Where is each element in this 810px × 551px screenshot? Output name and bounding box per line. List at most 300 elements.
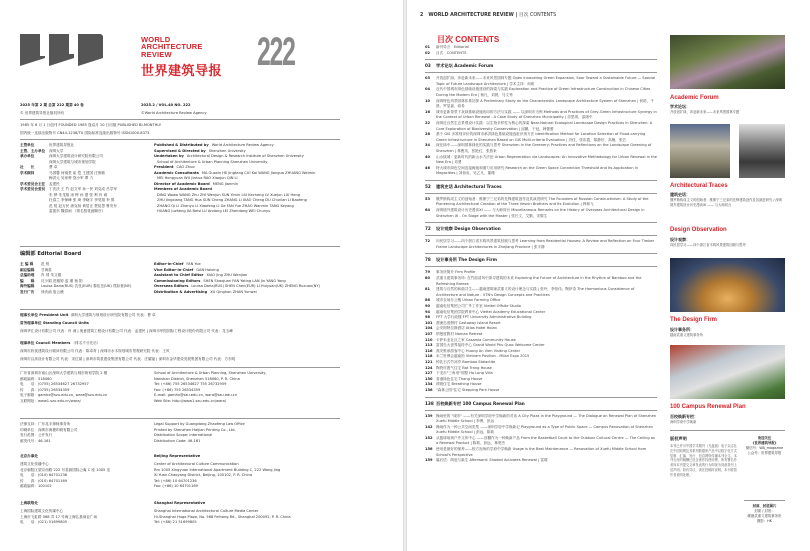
toc-entry-text: 呼吸住宅 Breathing House — [436, 382, 482, 387]
toc-entry-text: 新刊导言 Editorial — [436, 45, 469, 49]
wordmark — [141, 36, 203, 58]
info-value: 深圳大学建筑与城市规划学院 — [49, 159, 96, 164]
toc-page-number: 53 — [425, 196, 431, 201]
info-value: Louisa Daria(RUS) 沈忱(EUR) 黎佳岳(UK) 郑如萱(NY) — [41, 284, 132, 288]
toc-item[interactable] — [425, 76, 657, 87]
toc-page-number: 101 — [425, 320, 433, 325]
sidebar-sub: 学术论坛： — [670, 104, 690, 109]
info-label: 主管单位 — [20, 143, 35, 147]
toc-entry-text: 深圳境外建筑设计历史漫谈XI —— 与大师同台 Miscellaneous Remarks on the History of Overseas Architectural Design in Shenzhen XI - On Stage with the Master | 张长文，艾勤，宋黎生 — [436, 208, 645, 218]
toc-entry-text: 城市农场办公楼 Urban Farming Office — [436, 298, 501, 303]
info-value: 孟建民 — [49, 181, 60, 186]
toc-entry-text: "森林公园"住宅 Stepping Park House — [436, 387, 500, 392]
toc-section-header[interactable] — [425, 180, 657, 194]
contact-cn-list — [20, 371, 107, 404]
toc-section-title: 设计事务所 The Design Firm — [436, 257, 497, 263]
toc-section-page: 78 — [425, 257, 431, 263]
info-line: Tel: (+86) 21 51699805 — [154, 520, 197, 524]
toc-page-number: 94 — [425, 309, 431, 314]
toc-page-number: 01 — [425, 45, 431, 49]
info-label: Commissioning Editors — [154, 278, 201, 283]
toc-page-number: 04 — [425, 87, 431, 92]
info-label: Supervised & Directed by — [154, 148, 206, 153]
divider — [20, 418, 340, 419]
info-label: Members of Academic Board — [154, 187, 212, 191]
toc-entry-text: 使用是最好的保养——校方视角的学府中学焕新 Usage is the Best Maintenance — Renovation of Xuefu Middle School from School's Perspective — [436, 447, 647, 457]
toc-item[interactable] — [425, 276, 657, 287]
info-label: 编 辑 — [20, 278, 35, 283]
info-label: 海外编辑 — [20, 284, 35, 288]
info-line: 印刷单位：深圳市海捷印刷有限公司 — [20, 427, 78, 432]
toc-page-number: 139 — [425, 413, 433, 418]
toc-item[interactable] — [425, 458, 657, 464]
toc-page-number: 121 — [425, 359, 433, 364]
left-page-masthead — [0, 0, 403, 551]
legal-cn-list — [20, 422, 78, 444]
info-value: 杜春兰 李保峰 张 琦 李晓宇 李昊翔 李 鸽 — [49, 198, 115, 202]
info-value: 世界建筑导报社 — [49, 143, 75, 147]
divider — [20, 119, 340, 120]
toc-entry-text: 城市更新背景下灰绿基础设施协同的方法与实践 —— 以深圳市为例 Methods and Practices of Grey-Green Infrastructure Synergy in the Context of Urban Renewal - A Case Study of Shenzhen Municipality | 苗思琪，邵绪中 — [436, 109, 657, 120]
sidebar-sub: 设计事务所： — [670, 327, 694, 332]
architectural-traces-image-1 — [670, 124, 730, 178]
magazine-name: WORLD ARCHITECTURE REVIEW — [428, 13, 514, 18]
toc-page-number: 130 — [425, 376, 433, 381]
toc-entry-text: 事务所简介 Firm Profile — [436, 270, 476, 275]
info-value: MENG Jianmin — [212, 181, 239, 186]
cover-credit-box — [744, 504, 785, 524]
toc-page-number: 46 — [425, 165, 431, 170]
info-row — [154, 290, 320, 296]
info-line: 广东省深圳市南山区深圳大学建筑与城市规划学院 2 楼 — [20, 371, 108, 375]
toc-page-number: 03 — [425, 76, 431, 81]
toc-page-number: 28 — [425, 132, 431, 137]
issn-info: 国内统一连续出版物号 CN44-1236/TU 国际标准连续出版物号 ISSN1000-8373 — [20, 131, 150, 135]
info-value: 深圳大学建筑设计研究院有限公司 — [49, 154, 103, 158]
divider — [744, 500, 785, 501]
toc-entry-text: 俄罗斯构成主义的创始者：维斯宁三兄弟的先锋建筑创作及其演进研究 The Founders of Russian Constructivism: A Study of the Pioneering Architectural Creation of the Three Vesnin Brothers and Its Evolution | 韩林飞 — [436, 196, 649, 207]
info-label: 社 长 — [20, 165, 35, 169]
toc-page-number: 110 — [425, 337, 433, 342]
cn-copyright: © 世界建筑导报社版权所有 — [20, 111, 65, 115]
toc-item[interactable] — [425, 166, 657, 177]
info-label: 总编助理 — [20, 273, 35, 277]
standing-council-value: 深圳华汇设计有限公司 代表：肖 诚 | 奥意建筑工程设计有限公司 代表：孟建民 | 深圳市华阳国际工程设计股份有限公司 代表：龙玉峰 — [20, 329, 233, 333]
sidebar-sub: 设计观察： — [670, 237, 690, 242]
sidebar-desc: 越南武重义建筑事务所 — [670, 333, 703, 337]
info-label: 学术委员会主任 — [20, 181, 46, 186]
editorial-en-list — [154, 262, 320, 295]
toc-entry-text: 漂流岛度假村 Castaway Island Resort — [436, 320, 501, 325]
council-members-title: 理事单位 Council Members — [20, 341, 71, 345]
toc-entry-text: 基于 GIS 多准则评价的深圳市承洪绿色基础设施选址识别方法 Identification Method for Location Selection of Flood-carrying Green Infrastructure in Shenzhen Based on GIS Multi-criteria Evaluation | 冯佳，张彩霞，陈静好，高楠，张芸 — [436, 132, 646, 142]
info-value: 沈少娟 范雅婷 蓝 瑾 杨 阳 — [41, 278, 83, 283]
info-label: Undertaken by — [154, 154, 184, 158]
toc-item[interactable] — [425, 110, 657, 121]
sidebar-title: Architectural Traces — [670, 183, 728, 189]
toc-page-number: 136 — [425, 387, 433, 392]
toc-section-page: 138 — [425, 400, 434, 406]
follow-box — [744, 436, 785, 456]
toc-entry-text: 纳曼度假村 Naman Retreat — [436, 331, 483, 336]
info-value: 范 悦 — [41, 262, 50, 266]
en-copyright: ©World Architecture Review Agency — [141, 111, 207, 115]
toc-entry-text: 深圳特色风景园林体系初探 A Preliminary Study on the Characteristic Landscape Architecture System of Shenzhen | 何昉，千晨，罗显嘉，骆希 — [436, 98, 654, 109]
cover-line: 摄影：HK — [757, 519, 772, 523]
info-line: 互联网址：www1.szu.edu.cn/wara/ — [20, 398, 81, 403]
toc-entry-text: 卡萨米亚社区之家 Casamia Community House — [436, 337, 516, 342]
info-value: 朱 桦 朱龙翔 汤 桦 孙 澄 张 利 肖 诚 — [49, 192, 108, 197]
info-line: 上海国际建筑文化传媒中心 — [20, 509, 64, 513]
toc-page-number: 80 — [425, 276, 431, 281]
beijing-en-list — [154, 462, 280, 490]
notice-title: 版权声明 — [670, 436, 687, 441]
toc-item[interactable] — [425, 197, 657, 208]
divider — [20, 367, 340, 368]
publisher-en-list — [154, 143, 315, 215]
toc-page-number: 02 — [425, 50, 431, 55]
toc-entry-text: 钟乳石式竹凉亭 Bamboo Stalactite — [436, 359, 496, 364]
info-value: CAO Zhuo — [176, 165, 195, 169]
toc-page-number: 142 — [425, 424, 433, 429]
shanghai-en-list — [154, 509, 291, 526]
wechat-id: 微信号：WA_magazine — [745, 446, 784, 450]
toc-item[interactable] — [425, 447, 657, 458]
cn-issue: 2025 年第 2 期 总第 222 期第 40 卷 — [20, 103, 84, 107]
info-line: E-mail: gamhx@szu.edu.cn, wara@szu.edu.cn — [154, 393, 237, 397]
toc-entry-text: 目次 CONTENTS — [436, 50, 467, 55]
info-value: ZHU Jingxiang TANG Hua SUN Cheng ZHANG Li XIAO Cheng DU Chunlan LI Baofeng — [157, 198, 307, 202]
toc-entry-text: 深在绿中——深圳园林绿化的实践与思考 Shenzhen in the Greenery: Practices and Reflections on the Landscape Greening of Shenzhen | 林俊英，张艳红，张燕来 — [436, 143, 652, 153]
toc-page-number: 34 — [425, 143, 431, 148]
info-line: Tel: (+86) 10 64701236 — [154, 478, 197, 483]
design-firm-image — [670, 345, 785, 399]
toc-item[interactable] — [425, 87, 657, 98]
toc-entry-text: 操场作为一种公共空间类型 ——深圳学府中学焕新记 Playground as a Type of Public Space — Campus Renovation of Shenzhen Xuefu Middle School | 彭远，陈莉 — [436, 424, 653, 435]
info-line: 北京朝阳区望京西路 222 号星源国际公寓 C 座 1005 室 — [20, 467, 111, 472]
toc-page-number: 127 — [425, 371, 433, 376]
toc-entry-text: 陶瓷村透气住宅 Bat Trang House — [436, 365, 492, 370]
info-label: Director of Academic Board — [154, 181, 210, 186]
toc-section-header[interactable] — [425, 253, 657, 267]
info-label: Assistant to Chief Editor — [154, 273, 204, 277]
toc-entry-text: 会安阿特拉斯酒店 Atlas Hotel Hoian — [436, 326, 497, 331]
info-value: SHEN Shaojuan FAN Yating LAN Jin YANG Yang — [203, 278, 286, 283]
toc-page-number: 22 — [425, 120, 431, 125]
toc-entry-text: 越南电信集团学院教育中心 Viettel Academy Educational Center — [436, 309, 546, 314]
info-value: MA Guoxin HE Jingtang CUI Kai WANG Jianguo ZHUANG Weimin — [201, 170, 316, 175]
toc-page-number: 124 — [425, 365, 433, 370]
issue-number: 222 — [257, 30, 295, 74]
toc-page-number: 72 — [425, 239, 431, 244]
toc-item[interactable] — [425, 436, 657, 447]
en-issue: 2025.2 / VOL.40 NO. 222 — [141, 103, 191, 107]
info-value: 甘海星 — [41, 267, 52, 272]
info-line: 电 话：(0755) 26534627 26732957 — [20, 382, 89, 386]
info-value: XU Qinghan ZHAN Yunwei — [210, 289, 257, 294]
toc-title: 目次 CONTENTS — [437, 35, 500, 44]
editorial-board-title: 编辑部 Editorial Board — [20, 251, 82, 257]
toc-entry-text: 篇后语：荫庇与新生 Afterword: Shaded Activates Renewal | 富增 — [436, 458, 548, 463]
council-members-note: （排名不分先后） — [71, 341, 101, 345]
contact-en-list — [154, 371, 267, 404]
toc-entry-text: 操场里的 "城市" ——有关深圳学府中学焕新的对话 A City Plaza in the Playground — The Dialogue on Renewal Plan of Shenzhen Xuefu Middle School | 李博，彭远 — [436, 413, 657, 424]
academic-forum-image — [670, 35, 785, 89]
info-value: DING Wowo WANG Zhu ZHI Wenjun SUN Yimin LIU Kecheng LV Xuejun LIU Heng — [157, 192, 301, 197]
divider — [20, 246, 340, 247]
info-label: 学术顾问 — [20, 170, 35, 175]
toc-item[interactable] — [425, 287, 657, 298]
toc-item[interactable] — [425, 99, 657, 110]
toc-entry-text: 武重义建筑事务所: 在竹韵清风中探寻建筑的未来 Exploring the Future of Architecture in the Rhythm of Bamboo and the Refreshing Breeze — [436, 276, 642, 286]
page-number: 2 — [420, 13, 424, 18]
sidebar-desc: 深圳学府中学焕新 — [670, 420, 697, 424]
info-value: ZHANG Qi LI Zhenyu LI Xiaofeng LI Ge FAN Yue ZHAO Wanmin TANG Keyang — [157, 203, 294, 208]
toc-section-title: 学术论坛 Academic Forum — [436, 63, 494, 69]
toc-section-page: 52 — [425, 183, 431, 189]
info-value: World Architecture Review Agency — [211, 143, 274, 147]
sidebar-title: Design Observation — [670, 227, 727, 233]
wordmark-line: REVIEW — [141, 49, 172, 59]
info-line: School of Architecture & Urban Planning, Shenzhen University, — [154, 371, 267, 375]
info-label: Academic Consultants — [154, 170, 199, 175]
shanghai-cn-title: 上海联络处 — [20, 501, 38, 505]
info-value: FAN Yue — [186, 262, 201, 266]
info-label: President — [154, 165, 174, 169]
shanghai-en-title: Shanghai Representative — [154, 501, 206, 505]
toc-page-number: 40 — [425, 154, 431, 159]
info-value: 丁沃沃 王 竹 赵文军 孙一民 刘克成 吕学军 — [49, 187, 117, 191]
follow-title: 欢迎关注 — [757, 436, 772, 440]
toc-item[interactable] — [425, 425, 657, 436]
president-unit-value: 深圳大学建筑与规划设计研究院有限公司 代表：曹 卓 — [70, 313, 156, 317]
info-line: 邮发代号：46-161 — [20, 438, 51, 443]
info-line: Shanghai International Architectural Culture Media Center — [154, 509, 259, 513]
toc-entry-text: 下龙市"三角形"别墅 Ha Long Villa — [436, 371, 493, 376]
toc-item[interactable] — [425, 132, 657, 143]
info-row — [154, 209, 315, 215]
founded-info: 1985 年 6 月 1 日创刊 FOUNDED 1985 逢双月 10 日出版 PUBLISHED BI-MONTHLY — [20, 123, 162, 127]
toc-entry-text: FPT 大学行政楼 FPT University Administrative Building — [436, 315, 532, 320]
toc-page-number: 98 — [425, 315, 431, 320]
beijing-cn-list — [20, 462, 110, 490]
info-line: 建筑文化传播中心 — [20, 462, 49, 466]
wordmark-cn: 世界建筑导报 — [141, 64, 223, 79]
info-label: Published & Distributed by — [154, 143, 209, 147]
info-line: 电 话：(010) 64701236 — [20, 473, 68, 477]
info-line: 发行范围：公开发行 — [20, 433, 53, 437]
toc-entry-text: 燕安维承游客中心 Huong An Vien Visiting Center — [436, 348, 521, 353]
info-value: 梅洪元 吴家骅 饶小军 覃 力 — [49, 176, 94, 180]
cover-line: 岘港武重义建筑事务所 — [747, 514, 782, 518]
toc-entry-text: 建筑与自然的和谐共生——越南建筑师武重义的设计理念与实践 | 张玲，李恒伟，陶伊奇 The Harmonious Consistence of Architecture and Nature - VTN's Design Concepts and Practices — [436, 287, 635, 297]
toc-page-number: 10 — [425, 98, 431, 103]
header-section: 目次 CONTENTS — [518, 13, 557, 18]
info-value: GAN Haixing — [196, 267, 219, 272]
toc-page-number: 152 — [425, 435, 433, 440]
editorial-cn-list — [20, 262, 131, 295]
standing-council-title: 常务理事单位 Standing Council Units — [20, 321, 89, 325]
notice-body: 本刊已许可中国学术期刊（光盘版）电子杂志社在中国知网及其系列数据库产品中以数字化方式复制、汇编、发行、信息网络传播本刊全文。本刊支付的稿酬已包含著作权使用费，所有署名作者向本刊提交文章发表的行为即视为同意我刊上述声明。如有异议，请在投稿时说明，本刊将按作者说明处理。 — [670, 444, 737, 477]
info-value: 深圳大学 — [49, 148, 64, 153]
right-page-contents — [407, 0, 810, 551]
toc-item[interactable] — [425, 51, 657, 57]
info-line: Rm 1005 Xingyuan International Apartment Building C, 222 Wang Jing — [154, 467, 281, 472]
info-line: Legal Support by Guangdong Zhaofeng Law Office — [154, 422, 245, 426]
follow-name: 《世界建筑导报》 — [750, 441, 779, 445]
divider — [20, 139, 340, 140]
toc-section-header[interactable] — [425, 397, 657, 411]
info-value: XIAO Jing ZHU Wenjian — [206, 273, 248, 277]
toc-entry-text: 山水续城：更新时代的新山水方法论 Urban Regeneration via Landscapes: An Innovative Methodology for Urban Renewal in the New Era | 邓勇 — [436, 154, 657, 165]
sidebar-desc: 俄罗斯构成主义的创始者：维斯宁三兄弟的先锋建筑创作及其演进研究 / 深圳境外建筑设计历史漫谈XI —— 与大师同台 — [670, 198, 783, 207]
running-header: 2 WORLD ARCHITECTURE REVIEW | 目次 CONTENTS — [420, 13, 557, 18]
info-label: Vice Editor-in-Chief — [154, 267, 194, 272]
toc-item[interactable] — [425, 208, 657, 219]
toc-entry-text: 深圳近自然生态景观设计实践：以生物多样性为核心的探索 Near-Natural Ecological Landscape Design Practices in Shenzhen: A Core Exploration of Biodiversity Conservation | 邱鹏，于冠，韩蕾蕾 — [436, 120, 653, 131]
info-label: 发行广告 — [20, 289, 35, 294]
council-members-line: 深圳市欣视建筑设计顾问有限公司 代表：陈卓青 | 深圳市水木规划城市景观研究院 代表：王风 — [20, 349, 170, 353]
info-value: 雷振东 魏春雨 （排名按笔画顺序） — [49, 209, 106, 213]
info-value: Architectural Design & Research Institute of Shenzhen University — [186, 154, 304, 158]
toc-item[interactable] — [425, 239, 657, 250]
beijing-cn-title: 北京办事处 — [20, 454, 38, 458]
logo-icon — [20, 34, 103, 66]
toc-page-number: 64 — [425, 208, 431, 213]
toc-page-number: 134 — [425, 382, 433, 387]
toc-entry-text: 越南电信集团公司广外工作室 Viettel Offsite Studio — [436, 304, 522, 308]
sidebar-title: 100 Campus Renewal Plan — [670, 404, 746, 410]
council-members-line: 深圳市汉高设计有限公司 代表：宋红斌 | 深圳市筑星建设集团有限公司 代表：庄耀福 | 深圳市金华建设发展集团有限公司 代表：方东明 — [20, 357, 236, 361]
toc-page-number: 107 — [425, 331, 433, 336]
info-line: Tel: (+86) 755 26534627 755 26732959 — [154, 382, 227, 386]
info-value: MEI Hongyuan WU Jiahua RAO Xiaojun QIN Li — [157, 176, 238, 180]
info-label: 主 编 辑 — [20, 262, 34, 266]
info-line: Xi Yuan Chaoyang District, Beijing, 100102, P. R. China — [154, 473, 253, 477]
info-row — [20, 290, 131, 296]
info-line: Fax: (+86) 755 26534359 — [154, 387, 201, 392]
info-line: 电子邮箱：gamhx@szu.edu.cn, wara@szu.edu.cn — [20, 393, 108, 397]
info-line: 上海市飞虹路 568 弄 17 号海上海弘基商业广场 — [20, 514, 98, 519]
info-value: Louisa Daria(RUS) SHEN Chen(EUR) LI Huiyuan(UK) ZHENG Ruxuan(NY) — [191, 284, 320, 288]
info-value: 徐庆函 詹云薇 — [41, 289, 64, 294]
sidebar-desc: 向民居学习——四个浙江省木构风景建筑回顾与思考 — [670, 243, 746, 247]
info-row — [20, 209, 117, 215]
beijing-en-title: Beijing Representative — [154, 454, 201, 458]
toc-page-number: 118 — [425, 354, 433, 359]
cover-title: 封面、封底图片 — [752, 504, 777, 508]
info-value: 肖 靖 朱文健 — [41, 273, 62, 277]
sidebar-sub: 百校焕新专栏： — [670, 414, 698, 419]
info-value: 曹 卓 — [49, 165, 58, 169]
info-label: Distribution & Advertising — [154, 289, 208, 294]
toc-section-page: 72 — [425, 226, 431, 232]
info-line: Nanshan District, Shenzhen 518060, P. R. China — [154, 376, 240, 381]
info-line: 法律支持：广东兆丰律师事务所 — [20, 422, 71, 426]
info-value: 范 悦 赵万民 唐克扬 黄居正 贾倍思 鲁安东 — [49, 203, 117, 208]
info-line: 传 真：(0755) 26534359 — [20, 387, 70, 392]
legal-en-list — [154, 422, 245, 444]
toc-section-header[interactable] — [425, 59, 657, 73]
info-label: Editor-in-Chief — [154, 262, 184, 266]
info-label: 主管、主办单位 — [20, 148, 46, 153]
toc-page-number: 79 — [425, 270, 431, 275]
info-value: 马国馨 何镜堂 崔 恺 王建国 庄惟敏 — [49, 170, 106, 175]
toc-entry-text: 省港绿色住宅 Thang House — [436, 376, 483, 381]
info-label: 学术委员会委员 — [20, 187, 46, 191]
toc-item[interactable] — [425, 121, 657, 132]
sidebar-title: Academic Forum — [670, 95, 719, 101]
toc-entry-text: 富国岛大世界接待中心 Grand World Phu Quoc Welcome Center — [436, 343, 545, 348]
wordmark-line: ARCHITECTURE — [141, 42, 203, 52]
toc-page-number: 116 — [425, 348, 433, 353]
divider — [670, 430, 785, 431]
info-line: 邮政编码：518060 — [20, 376, 52, 381]
toc-entry-text: 米兰世博会越南馆 Vietnam Pavilion - Milan Expo 2015 — [436, 354, 530, 359]
toc-page-number: 156 — [425, 447, 433, 452]
publisher-cn-list — [20, 143, 117, 215]
shanghai-cn-list — [20, 509, 97, 526]
cover-line: 封面 / 封底： — [754, 509, 775, 513]
public-account: 公众号：世界建筑导报 — [747, 451, 782, 455]
toc-page-number: 113 — [425, 343, 433, 348]
toc-entry-text: 从篮球场到户外文体中心 ——顶棚作为一种焕新产品 From the Basketball Court to the Outdoor Cultural Centre — The Ceiling as a Renewal Product | 陈莉，彭远，林楚杰 — [436, 435, 655, 446]
toc-entry-text: 向民居学习——四个浙江省木构风景建筑回顾与思考 Learning from Residential Houses: A Review and Reflection on Four Timber Frame Landscape Architectures in Zhejiang Province | 张宇静 — [436, 239, 655, 249]
toc-page-number: 159 — [425, 458, 433, 463]
toc-section-title: 建筑史话 Architectural Traces — [436, 183, 502, 189]
toc-page-number: 104 — [425, 326, 433, 331]
table-of-contents — [425, 45, 657, 464]
info-value: HUANG Juzheng JIA Beisi LU Andong LEI Zhendong WEI Chunyu — [157, 209, 271, 213]
info-line: Printed by Shenzhen Haijian Printing Co., Ltd. — [154, 427, 236, 432]
toc-section-header[interactable] — [425, 222, 657, 236]
toc-page-number: 90 — [425, 304, 431, 308]
toc-entry-text: 近代中国城市绿色基础设施建设的探索与实践 Exploration and Practice of Green Infrastructure Construction in Chinese Cities During the Modern Era | 杨凡，刘晨，马文秀 — [436, 87, 651, 97]
toc-item[interactable] — [425, 155, 657, 166]
info-label: 副总编辑 — [20, 267, 35, 272]
toc-entry-text: 特大城市绿色空间连接阈值和潜力应用研究 Research on the Green Space Connection Threshold and Its Application in Megacities | 刘怡岩，吴乙凡，董瑾 — [436, 165, 639, 176]
toc-item[interactable] — [425, 143, 657, 154]
info-line: 邮政编码：100102 — [20, 484, 52, 488]
sidebar-desc: 开放创扩绿，奔赴新未来——未来风景园林专题 — [670, 110, 740, 114]
design-observation-image — [670, 258, 785, 312]
info-label: 承办单位 — [20, 154, 35, 158]
president-unit — [20, 313, 156, 319]
info-line: 电 话：(021) 51699805 — [20, 520, 68, 524]
info-line: Web Site: http://www1.szu.edu.cn/wara/ — [154, 398, 227, 403]
president-unit-label: 理事长单位 President Unit — [20, 313, 69, 317]
council-members — [20, 341, 100, 347]
info-line: Distribution Code: 46-161 — [154, 438, 201, 443]
toc-section-title: 百校焕新专栏 100 Campus Renewal Plan — [436, 400, 525, 406]
info-line: 传 真：(010) 64701169 — [20, 478, 68, 483]
toc-section-page: 03 — [425, 63, 431, 69]
info-line: Hi-Shanghai Huge Plaza, No. 568 Feihong Rd., Shanghai 200092, P. R. China — [154, 514, 291, 519]
sidebar-sub: 建筑史话： — [670, 192, 690, 197]
wordmark-line: WORLD — [141, 35, 171, 44]
toc-page-number: 16 — [425, 109, 431, 114]
architectural-traces-image-2 — [739, 124, 785, 178]
toc-item[interactable] — [425, 414, 657, 425]
toc-item[interactable] — [425, 388, 657, 394]
divider — [20, 309, 340, 310]
info-value: School of Architecture & Urban Planning Shenzhen University — [157, 159, 268, 164]
info-line: Center of Architectural Culture Communication — [154, 462, 239, 466]
info-label: Overseas Editors — [154, 284, 189, 288]
toc-page-number: 86 — [425, 298, 431, 303]
toc-page-number: 81 — [425, 287, 431, 292]
toc-entry-text: 开放创扩绿，奔赴新未来——未来风景园林专题 Open Innovating Green Expansion, Soar Toward a Sustainable Future — Special Topic of Future Landscape Architecture | 学术主持：何昉 — [436, 76, 656, 86]
